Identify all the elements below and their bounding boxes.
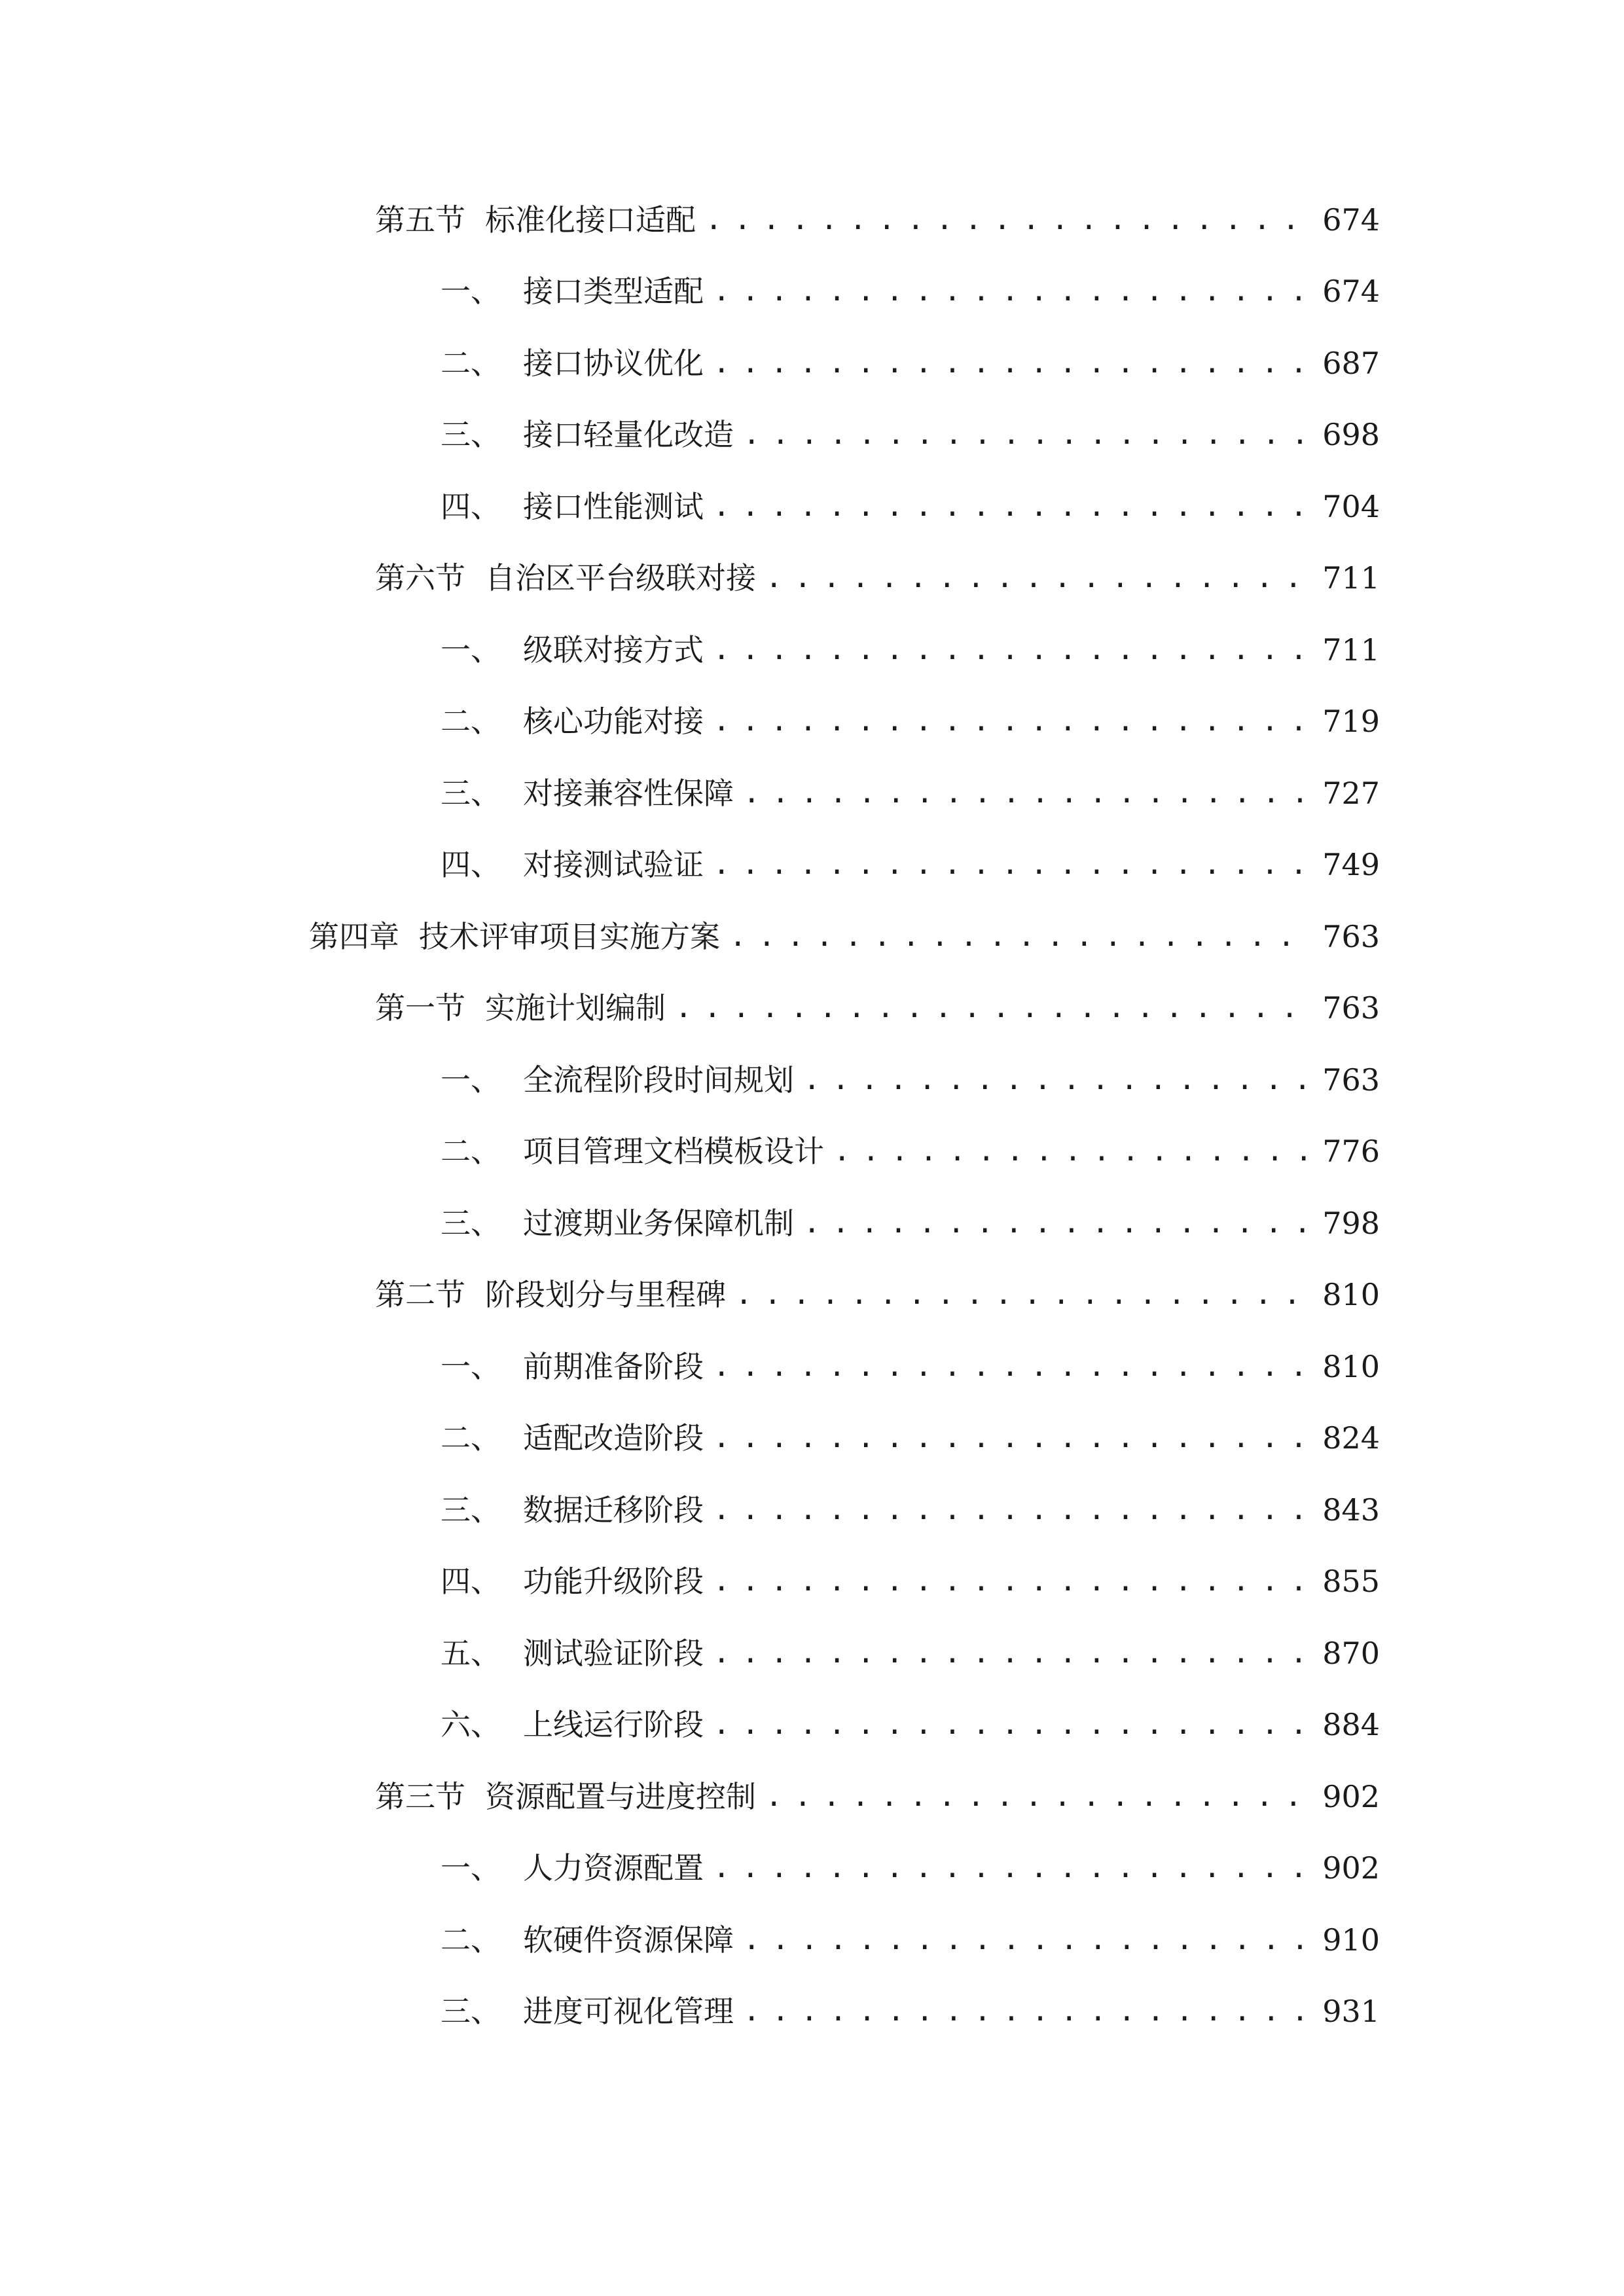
toc-entry-page: 810 [1322,1277,1380,1312]
toc-entry-title: 接口性能测试 [523,489,704,524]
dot-leader [765,548,1312,607]
toc-entry-page: 931 [1322,1994,1380,2029]
dot-leader [833,1122,1312,1181]
toc-entry-page: 719 [1322,704,1380,739]
toc-entry-number: 第一节 [375,990,465,1026]
toc-entry-page: 674 [1322,274,1380,309]
dot-leader [713,692,1312,751]
toc-entry-page: 687 [1322,346,1380,381]
toc-entry-page: 843 [1322,1492,1380,1528]
toc-entry-title: 人力资源配置 [523,1850,704,1886]
toc-entry-title: 功能升级阶段 [523,1564,704,1599]
dot-leader [713,477,1312,536]
toc-entry-page: 763 [1322,919,1380,954]
toc-entry-number: 三、 [441,417,501,452]
toc-entry-title: 阶段划分与里程碑 [485,1277,726,1312]
toc-entry-page: 824 [1322,1420,1380,1456]
dot-leader [713,1552,1312,1611]
toc-entry-number: 第五节 [375,202,465,238]
toc-entry-subsection[interactable] [441,1408,1380,1467]
toc-entry-number: 六、 [441,1707,501,1742]
dot-leader [713,1337,1312,1396]
toc-entry-number: 一、 [441,632,501,668]
toc-entry-title: 软硬件资源保障 [523,1922,734,1958]
toc-entry-subsection[interactable] [441,1695,1380,1754]
toc-entry-title: 进度可视化管理 [523,1994,734,2029]
toc-entry-number: 三、 [441,1206,501,1241]
toc-entry-number: 一、 [441,274,501,309]
toc-entry-subsection[interactable] [441,1337,1380,1396]
toc-entry-page: 902 [1322,1779,1380,1814]
toc-entry-number: 二、 [441,346,501,381]
toc-entry-subsection[interactable] [441,1050,1380,1109]
toc-entry-page: 763 [1322,990,1380,1026]
dot-leader [713,1624,1312,1683]
dot-leader [713,262,1312,321]
toc-entry-subsection[interactable] [441,1552,1380,1611]
toc-entry-subsection[interactable] [441,262,1380,321]
toc-entry-page: 798 [1322,1206,1380,1241]
toc-entry-page: 884 [1322,1707,1380,1742]
toc-entry-page: 674 [1322,202,1380,238]
toc-entry-subsection[interactable] [441,1480,1380,1539]
toc-entry-subsection[interactable] [441,764,1380,823]
toc-entry-section[interactable] [375,978,1380,1037]
toc-entry-subsection[interactable] [441,477,1380,536]
toc-entry-number: 三、 [441,1492,501,1528]
dot-leader [675,978,1312,1037]
toc-entry-title: 核心功能对接 [523,704,704,739]
toc-entry-title: 技术评审项目实施方案 [419,919,720,954]
toc-entry-subsection[interactable] [441,405,1380,464]
toc-entry-page: 902 [1322,1850,1380,1886]
dot-leader [713,1408,1312,1467]
toc-entry-subsection[interactable] [441,1982,1380,2041]
toc-entry-number: 二、 [441,1420,501,1456]
toc-entry-title: 过渡期业务保障机制 [523,1206,794,1241]
toc-entry-number: 一、 [441,1850,501,1886]
toc-entry-subsection[interactable] [441,835,1380,894]
dot-leader [713,835,1312,894]
toc-entry-number: 三、 [441,1994,501,2029]
toc-entry-title: 接口类型适配 [523,274,704,309]
toc-entry-section[interactable] [375,190,1380,249]
dot-leader [729,907,1312,966]
toc-entry-title: 实施计划编制 [485,990,666,1026]
dot-leader [743,764,1312,823]
toc-entry-section[interactable] [375,1767,1380,1826]
toc-entry-page: 711 [1322,560,1380,596]
toc-entry-page: 698 [1322,417,1380,452]
toc-entry-number: 二、 [441,1922,501,1958]
toc-entry-number: 四、 [441,489,501,524]
toc-entry-title: 测试验证阶段 [523,1636,704,1671]
toc-entry-number: 三、 [441,776,501,811]
toc-entry-number: 第六节 [375,560,465,596]
toc-entry-number: 四、 [441,847,501,882]
dot-leader [713,1839,1312,1897]
dot-leader [713,1480,1312,1539]
toc-entry-number: 第二节 [375,1277,465,1312]
toc-entry-subsection[interactable] [441,1194,1380,1253]
toc-entry-subsection[interactable] [441,620,1380,679]
dot-leader [713,334,1312,393]
toc-entry-page: 870 [1322,1636,1380,1671]
toc-entry-number: 一、 [441,1062,501,1098]
toc-entry-title: 自治区平台级联对接 [485,560,756,596]
dot-leader [803,1194,1312,1253]
toc-entry-title: 接口协议优化 [523,346,704,381]
toc-entry-title: 适配改造阶段 [523,1420,704,1456]
dot-leader [735,1265,1312,1324]
dot-leader [765,1767,1312,1826]
toc-entry-subsection[interactable] [441,1910,1380,1969]
toc-entry-page: 763 [1322,1062,1380,1098]
toc-entry-subsection[interactable] [441,692,1380,751]
toc-entry-title: 接口轻量化改造 [523,417,734,452]
toc-entry-section[interactable] [375,548,1380,607]
toc-entry-page: 727 [1322,776,1380,811]
toc-entry-number: 二、 [441,704,501,739]
toc-entry-title: 标准化接口适配 [485,202,696,238]
toc-entry-title: 全流程阶段时间规划 [523,1062,794,1098]
toc-entry-title: 上线运行阶段 [523,1707,704,1742]
toc-entry-page: 910 [1322,1922,1380,1958]
dot-leader [743,1910,1312,1969]
dot-leader [705,190,1312,249]
dot-leader [713,1695,1312,1754]
toc-entry-title: 资源配置与进度控制 [485,1779,756,1814]
toc-entry-number: 五、 [441,1636,501,1671]
toc-entry-title: 数据迁移阶段 [523,1492,704,1528]
toc-entry-page: 810 [1322,1349,1380,1384]
dot-leader [743,405,1312,464]
toc-entry-subsection[interactable] [441,1122,1380,1181]
toc-entry-number: 二、 [441,1134,501,1169]
toc-entry-page: 749 [1322,847,1380,882]
toc-entry-subsection[interactable] [441,1624,1380,1683]
dot-leader [803,1050,1312,1109]
toc-entry-number: 四、 [441,1564,501,1599]
toc-entry-page: 776 [1322,1134,1380,1169]
toc-entry-title: 前期准备阶段 [523,1349,704,1384]
toc-entry-page: 711 [1322,632,1380,668]
toc-entry-number: 第三节 [375,1779,465,1814]
dot-leader [743,1982,1312,2041]
toc-entry-page: 704 [1322,489,1380,524]
toc-entry-title: 项目管理文档模板设计 [523,1134,824,1169]
toc-entry-title: 级联对接方式 [523,632,704,668]
toc-entry-chapter[interactable] [309,907,1380,966]
dot-leader [713,620,1312,679]
toc-entry-number: 第四章 [309,919,399,954]
toc-entry-subsection[interactable] [441,334,1380,393]
toc-entry-subsection[interactable] [441,1839,1380,1897]
toc-entry-title: 对接兼容性保障 [523,776,734,811]
toc-entry-section[interactable] [375,1265,1380,1324]
toc-entry-title: 对接测试验证 [523,847,704,882]
toc-entry-number: 一、 [441,1349,501,1384]
toc-entry-page: 855 [1322,1564,1380,1599]
